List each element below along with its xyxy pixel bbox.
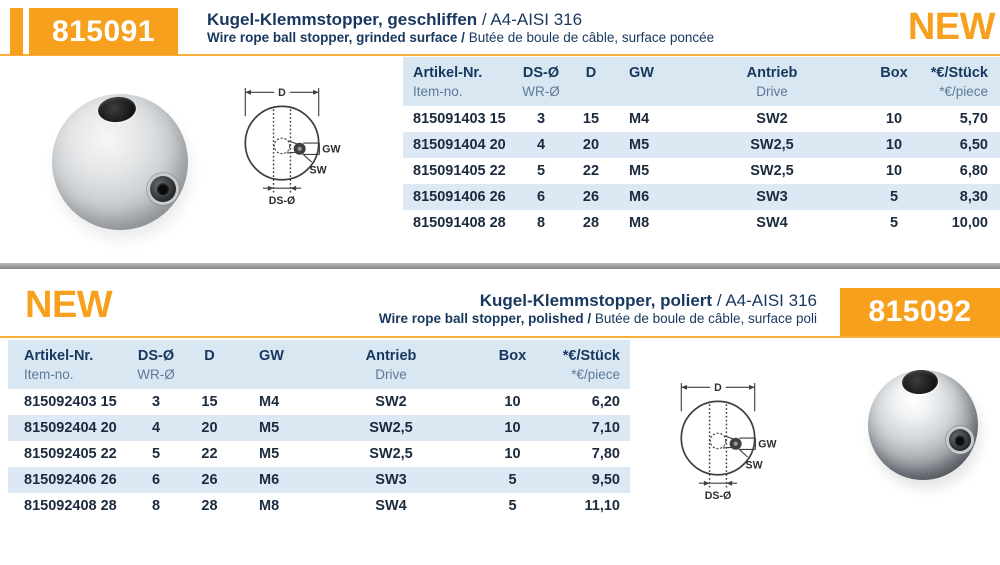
table-cell: 6,20: [591, 394, 620, 411]
accent-minibar: [10, 8, 23, 55]
table-cell: 5: [508, 498, 517, 515]
table-cell: 5: [889, 189, 899, 206]
table-header: [8, 340, 630, 389]
column-header: Box: [475, 340, 550, 389]
table-cell: SW3: [756, 189, 788, 206]
table-cell: 10: [504, 394, 521, 411]
diagram-label-d: D: [278, 86, 286, 99]
table-cell: SW2: [756, 111, 788, 128]
table-cell: M5: [629, 137, 650, 154]
table-cell: 4: [536, 137, 546, 154]
table-cell: 6: [536, 189, 546, 206]
diagram-drawing: [658, 376, 778, 503]
table-cell: 815092405 22: [24, 446, 117, 463]
table-row: [403, 210, 1000, 236]
table-cell: 10,00: [951, 215, 988, 232]
table-cell: 22: [582, 163, 600, 180]
column-header: Box: [863, 57, 925, 106]
table-cell: 10: [504, 420, 521, 437]
table-cell: 5,70: [959, 111, 988, 128]
table-cell: M5: [259, 446, 280, 463]
column-header: Artikel-Nr. Item-no.: [403, 57, 515, 106]
steel-ball-image: [868, 370, 978, 480]
table-cell: 3: [536, 111, 546, 128]
table-cell: 7,80: [591, 446, 620, 463]
diagram-label-ds: DS-Ø: [268, 194, 296, 207]
table-cell: 8,30: [959, 189, 988, 206]
product-title: Kugel-Klemmstopper, poliert / A4-AISI 316: [479, 291, 817, 310]
column-header: Antrieb Drive: [681, 57, 863, 106]
product-photo-grinded: [52, 94, 188, 230]
table-cell: 815091403 15: [413, 111, 506, 128]
table-cell: M6: [629, 189, 650, 206]
column-header: D: [567, 57, 615, 106]
table-cell: 15: [582, 111, 600, 128]
table-cell: M6: [259, 472, 280, 489]
table-cell: 7,10: [591, 420, 620, 437]
table-cell: 815091408 28: [413, 215, 506, 232]
spec-table-top: [403, 57, 1000, 236]
rope-hole: [901, 369, 939, 395]
table-cell: SW2,5: [369, 446, 413, 463]
column-header: DS-Ø WR-Ø: [515, 57, 567, 106]
table-cell: SW2,5: [369, 420, 413, 437]
table-row: [403, 106, 1000, 132]
header-row: [403, 57, 1000, 106]
table-cell: 22: [201, 446, 218, 463]
table-cell: 5: [889, 215, 899, 232]
product-title-block: [207, 9, 714, 47]
table-cell: 20: [582, 137, 600, 154]
table-cell: M5: [259, 420, 280, 437]
table-cell: M8: [629, 215, 650, 232]
table-cell: 815091406 26: [413, 189, 506, 206]
table-cell: 3: [151, 394, 161, 411]
table-row: [8, 441, 630, 467]
table-cell: 26: [582, 189, 600, 206]
rope-hole: [97, 95, 137, 124]
table-cell: 10: [885, 111, 903, 128]
table-cell: 4: [151, 420, 161, 437]
diagram-label-gw: GW: [322, 143, 341, 156]
table-cell: SW3: [375, 472, 407, 489]
table-cell: 6,80: [959, 163, 988, 180]
table-row: [8, 389, 630, 415]
product-photo-polished: [868, 370, 978, 480]
diagram-label-gw: GW: [758, 438, 777, 451]
table-cell: M4: [629, 111, 650, 128]
table-cell: 11,10: [584, 498, 620, 515]
table-cell: 815091405 22: [413, 163, 506, 180]
item-number-badge: 815091: [29, 8, 178, 55]
table-row: [8, 493, 630, 519]
column-header: DS-Ø WR-Ø: [130, 340, 182, 389]
set-screw: [949, 429, 971, 451]
column-header: *€/Stück *€/piece: [550, 340, 630, 389]
steel-ball-image: [52, 94, 188, 230]
column-header: Artikel-Nr. Item-no.: [8, 340, 130, 389]
table-cell: 26: [201, 472, 218, 489]
table-cell: SW2,5: [750, 137, 794, 154]
table-cell: 10: [504, 446, 521, 463]
page-divider-bar: [0, 263, 1000, 269]
product-subtitle: Wire rope ball stopper, grinded surface / Butée de boule de câble, surface poncée: [207, 30, 715, 46]
technical-diagram: [222, 81, 342, 208]
product-title: Kugel-Klemmstopper, geschliffen / A4-AISI 316: [207, 10, 583, 29]
technical-diagram: [658, 376, 778, 503]
table-body: [403, 106, 1000, 236]
diagram-label-d: D: [714, 381, 722, 394]
hex-socket: [955, 435, 965, 445]
table-cell: 15: [201, 394, 218, 411]
table-cell: 8: [151, 498, 161, 515]
table-cell: 10: [885, 137, 903, 154]
table-cell: 10: [885, 163, 903, 180]
table-body: [8, 389, 630, 519]
diagram-label-sw: SW: [745, 459, 763, 472]
header-row: [8, 340, 630, 389]
table-row: [8, 415, 630, 441]
column-header: D: [182, 340, 237, 389]
table-cell: 6: [151, 472, 161, 489]
product-title-block: [379, 290, 817, 328]
table-cell: 815091404 20: [413, 137, 506, 154]
table-cell: 815092404 20: [24, 420, 117, 437]
table-cell: 815092408 28: [24, 498, 117, 515]
table-cell: 815092403 15: [24, 394, 117, 411]
table-row: [403, 184, 1000, 210]
set-screw: [150, 176, 176, 202]
table-cell: 815092406 26: [24, 472, 117, 489]
table-cell: M4: [259, 394, 280, 411]
table-cell: 6,50: [959, 137, 988, 154]
new-label: NEW: [25, 284, 113, 326]
column-header: Antrieb Drive: [307, 340, 475, 389]
table-cell: M5: [629, 163, 650, 180]
table-row: [403, 158, 1000, 184]
table-cell: SW2: [375, 394, 407, 411]
hex-socket: [157, 183, 169, 195]
table-row: [8, 467, 630, 493]
table-cell: 5: [536, 163, 546, 180]
diagram-label-ds: DS-Ø: [704, 489, 732, 502]
column-header: GW: [237, 340, 307, 389]
table-cell: 9,50: [591, 472, 620, 489]
column-header: GW: [615, 57, 681, 106]
item-number-badge: 815092: [840, 288, 1000, 336]
spec-table-bottom: [8, 340, 630, 519]
table-cell: 5: [508, 472, 517, 489]
table-cell: 8: [536, 215, 546, 232]
section-divider-line: [0, 336, 1000, 338]
diagram-drawing: [222, 81, 342, 208]
new-label: NEW: [907, 6, 995, 48]
table-cell: M8: [259, 498, 280, 515]
table-cell: SW2,5: [750, 163, 794, 180]
table-cell: 28: [582, 215, 600, 232]
table-cell: SW4: [375, 498, 407, 515]
column-header: *€/Stück *€/piece: [925, 57, 1000, 106]
diagram-label-sw: SW: [309, 164, 327, 177]
table-cell: 28: [201, 498, 218, 515]
table-cell: SW4: [756, 215, 788, 232]
table-header: [403, 57, 1000, 106]
table-row: [403, 132, 1000, 158]
table-cell: 20: [201, 420, 218, 437]
product-subtitle: Wire rope ball stopper, polished / Butée de boule de câble, surface poli: [378, 311, 817, 327]
table-cell: 5: [151, 446, 161, 463]
